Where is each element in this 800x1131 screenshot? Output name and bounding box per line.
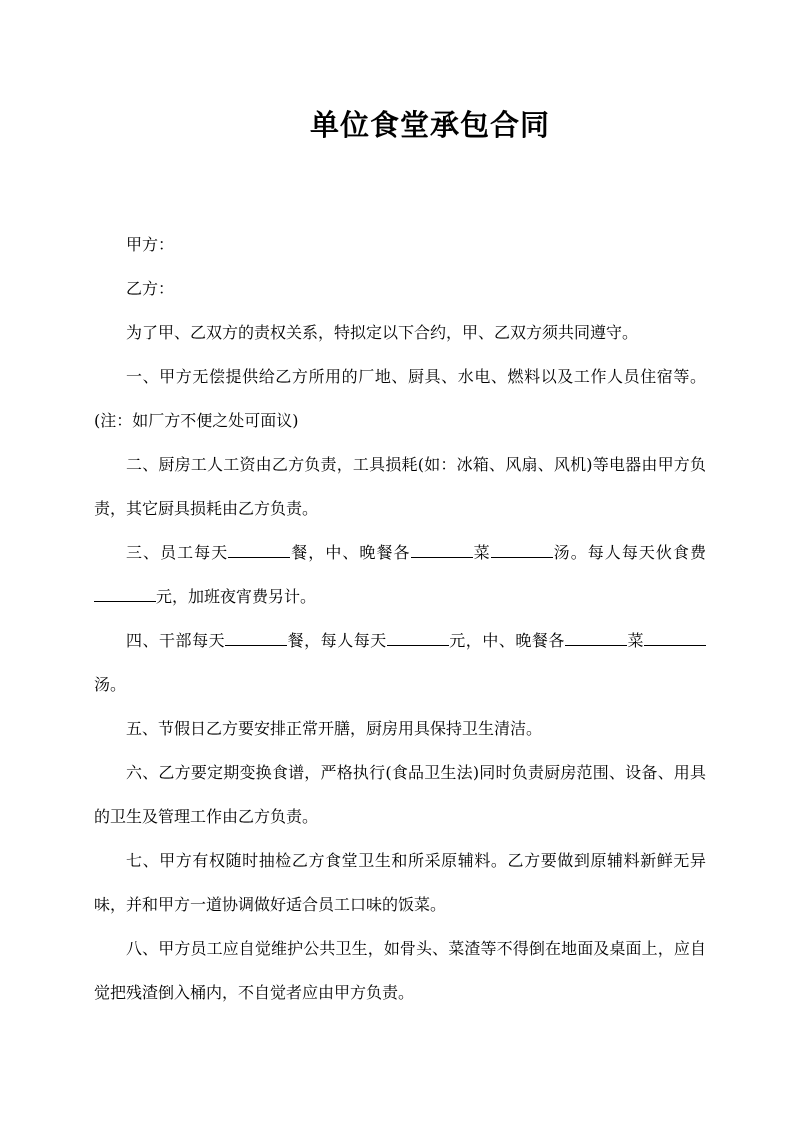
clause-4-part-2: 餐，每人每天 — [287, 631, 387, 650]
clause-8: 八、甲方员工应自觉维护公共卫生，如骨头、菜渣等不得倒在地面及桌面上，应自觉把残渣倒入桶内，不自觉者应由甲方负责。 — [94, 939, 706, 1002]
clause-4-part-4: 菜 — [626, 631, 644, 650]
clause-3-part-2: 餐，中、晚餐各 — [290, 543, 411, 562]
blank-field — [387, 631, 449, 646]
blank-field — [491, 543, 553, 558]
blank-field — [644, 631, 706, 646]
clause-4-part-5: 汤。 — [94, 675, 127, 694]
blank-field — [411, 543, 473, 558]
clause-5: 五、节假日乙方要安排正常开膳，厨房用具保持卫生清洁。 — [126, 719, 543, 738]
intro-paragraph: 为了甲、乙双方的责权关系，特拟定以下合约，甲、乙双方须共同遵守。 — [126, 323, 639, 342]
clause-4 — [94, 619, 706, 707]
clause-3-part-1: 三、员工每天 — [126, 543, 229, 562]
clause-6: 六、乙方要定期变换食谱，严格执行(食品卫生法)同时负责厨房范围、设备、用具的卫生及管理工作由乙方负责。 — [94, 763, 706, 826]
document-title: 单位食堂承包合同 — [309, 108, 550, 142]
clause-3-part-3: 菜 — [472, 543, 491, 562]
clause-4-part-3: 元，中、晚餐各 — [448, 631, 565, 650]
clause-3-part-4: 汤。每人每天伙食费 — [552, 543, 706, 562]
blank-field — [228, 543, 290, 558]
clause-4-part-1: 四、干部每天 — [126, 631, 226, 650]
blank-field — [225, 631, 287, 646]
clause-2: 二、厨房工人工资由乙方负责，工具损耗(如：冰箱、风扇、风机)等电器由甲方负责，其它厨具损耗由乙方负责。 — [94, 455, 706, 518]
clause-3 — [94, 531, 706, 619]
party-b-line: 乙方： — [126, 279, 175, 298]
blank-field — [565, 631, 627, 646]
clause-7: 七、甲方有权随时抽检乙方食堂卫生和所采原辅料。乙方要做到原辅料新鲜无异味，并和甲方一道协调做好适合员工口味的饭菜。 — [94, 851, 706, 914]
clause-3-part-5: 元，加班夜宵费另计。 — [156, 587, 317, 606]
clause-1: 一、甲方无偿提供给乙方所用的厂地、厨具、水电、燃料以及工作人员住宿等。(注：如厂方不便之处可面议) — [94, 367, 706, 430]
blank-field — [94, 587, 156, 602]
party-a-line: 甲方： — [126, 235, 175, 254]
contract-body — [94, 223, 706, 1015]
